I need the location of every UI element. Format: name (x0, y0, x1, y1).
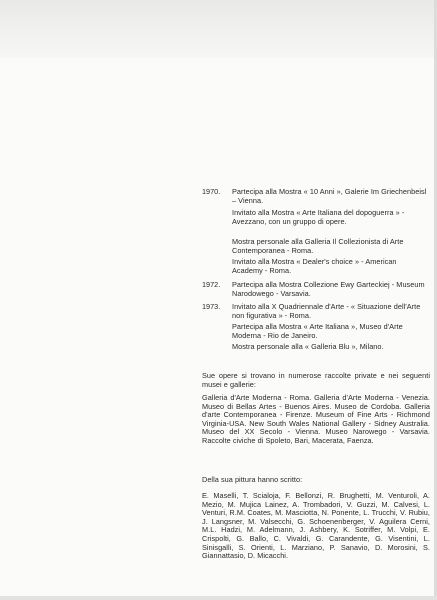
collections-list: Galleria d'Arte Moderna - Roma. Galleria d'Arte Moderna - Venezia. Museo di Bellas Artes - Buenos Aires. Museo de Cordoba. Galleria d'arte Contemporanea - Firenze. Museum of Fine Arts - Richmond Virginia-USA. New South Wales National Gallery - Sidney Australia. Museo del XX Secolo - Vienna. Museo Narowego - Varsavia. Raccolte civiche di Spoleto, Bari, Macerata, Faenza. (202, 393, 430, 445)
year-1973: 1973. (202, 302, 221, 311)
collections-intro: Sue opere si trovano in numerose raccolte private e nei seguenti musei e gallerie: (202, 371, 430, 389)
entry-1973-quadriennale: Invitato alla X Quadriennale d'Arte - « Situazione dell'Arte non figurativa » - Roma. (232, 302, 421, 320)
critics-list: E. Maselli, T. Scialoja, F. Bellonzi, R. Brughetti, M. Venturoli, A. Mezio, M. Mujica Lainez, A. Trombadori, V. Guzzi, M. Calvesi, L. Venturi, R.M. Coates, M. Masciotta, N. Ponente, L. Trucchi, V. Rubiu, J. Langsner, M. Valsecchi, G. Schoenenberger, V. Aguilera Cerni, M.L. Hadzi, M. Adelmann, J. Ashbery, K. Sotriffer, M. Volpi, E. Crispolti, G. Ballo, C. Vivaldi, G. Carandente, G. Visentini, L. Sinisgalli, S. Orienti, L. Marziano, P. Sanavio, D. Morosini, S. Giannattasio, D. Micacchi. (202, 491, 430, 561)
page-top-shadow (0, 0, 437, 58)
critics-intro: Della sua pittura hanno scritto: (202, 475, 303, 484)
entry-1970-personale-collezionista: Mostra personale alla Galleria Il Collezionista di Arte Contemporanea - Roma. (232, 237, 404, 255)
year-1970: 1970. (202, 187, 221, 196)
year-1972: 1972. (202, 280, 221, 289)
entry-1973-arte-italiana-rio: Partecipa alla Mostra « Arte Italiana », Museo d'Arte Moderna - Rio de Janeiro. (232, 322, 403, 340)
entry-1973-galleria-blu: Mostra personale alla « Galleria Blu », Milano. (232, 342, 384, 351)
page-bottom-edge (0, 596, 437, 600)
entry-1972-collezione-ewy: Partecipa alla Mostra Collezione Ewy Garteckiej - Museum Narodowego - Varsavia. (232, 280, 425, 298)
entry-1970-mostra-10-anni: Partecipa alla Mostra « 10 Anni », Galerie Im Griechenbeisl – Vienna. (232, 187, 427, 205)
entry-1970-arte-italiana-dopoguerra: Invitato alla Mostra « Arte Italiana del dopoguerra » - Avezzano, con un gruppo di opere. (232, 208, 405, 226)
entry-1970-dealers-choice: Invitato alla Mostra « Dealer's choice » - American Academy - Roma. (232, 257, 397, 275)
